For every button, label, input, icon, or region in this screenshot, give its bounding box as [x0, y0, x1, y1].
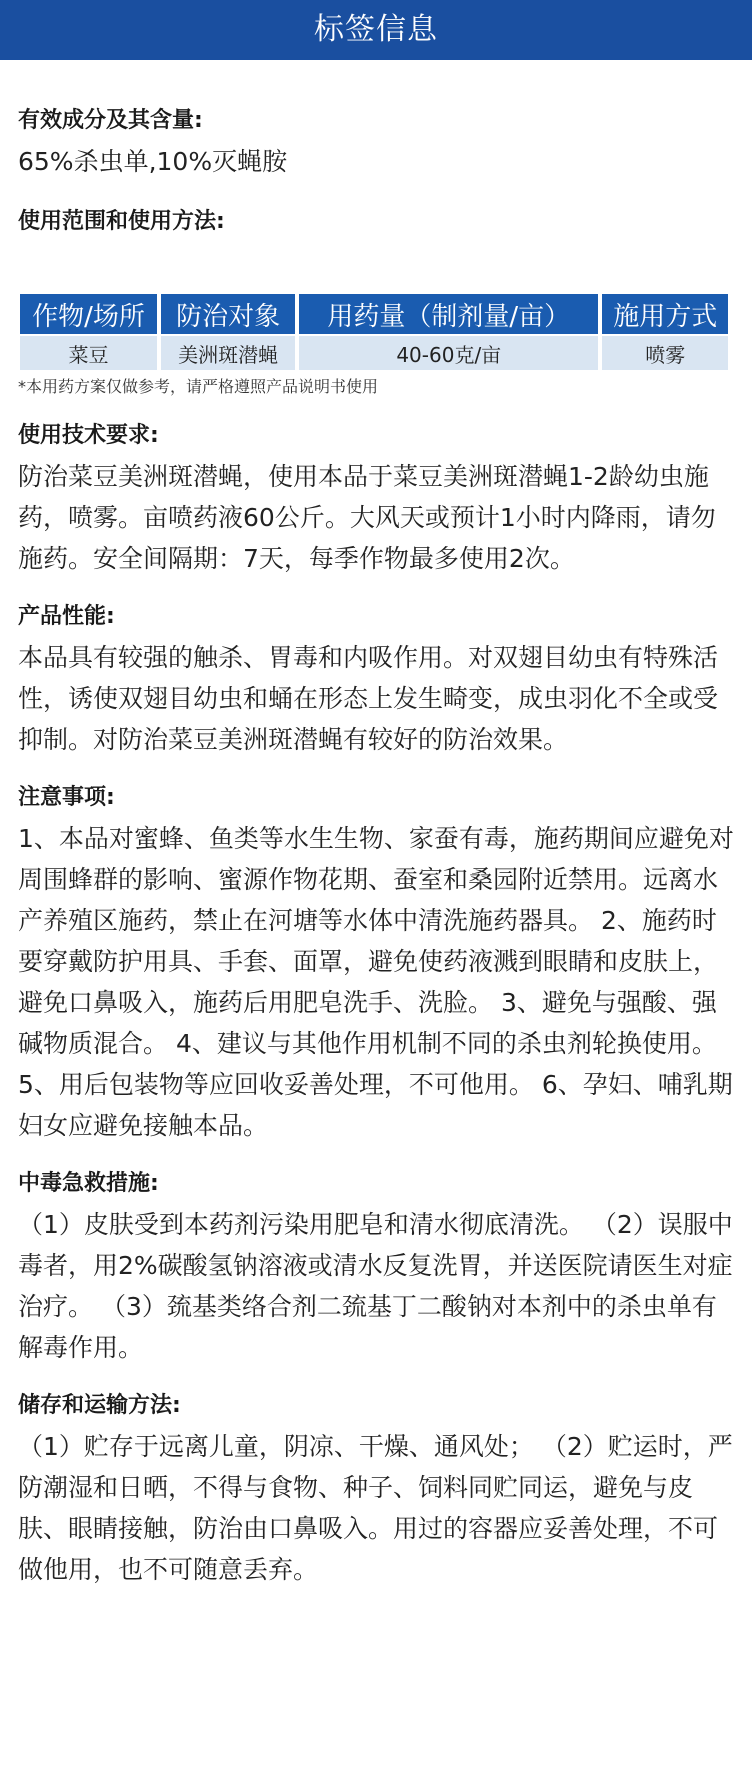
section-title-cautions: 注意事项: [18, 785, 115, 810]
section-title-ingredients: 有效成分及其含量: [18, 108, 203, 133]
column-header-method: 施用方式 [602, 294, 728, 334]
cell-dosage: 40-60克/亩 [299, 336, 598, 370]
column-header-crop: 作物/场所 [20, 294, 157, 334]
section-cautions [18, 760, 734, 1146]
section-first-aid [18, 1146, 734, 1368]
cell-crop: 菜豆 [20, 336, 157, 370]
cautions-text: 1、本品对蜜蜂、鱼类等水生生物、家蚕有毒，施药期间应避免对周围蜂群的影响、蜜源作物花期、蚕室和桑园附近禁用。远离水产养殖区施药，禁止在河塘等水体中清洗施药器具。 2、施药时要穿戴防护用具、手套、面罩，避免使药液溅到眼睛和皮肤上，避免口鼻吸入，施药后用肥皂洗手、洗脸。 3、避免与强酸、强碱物质混合。 4、建议与其他作用机制不同的杀虫剂轮换使用。 5、用后包装物等应回收妥善处理，不可他用。 6、孕妇、哺乳期妇女应避免接触本品。 [18, 824, 734, 1140]
ingredients-text: 65%杀虫单,10%灭蝇胺 [18, 147, 288, 176]
label-content [0, 60, 752, 1590]
section-ingredients [18, 60, 734, 182]
table-row [20, 336, 728, 370]
cell-method: 喷雾 [602, 336, 728, 370]
usage-disclaimer: *本用药方案仅做参考，请严格遵照产品说明书使用 [18, 377, 379, 396]
usage-table [16, 292, 732, 372]
page-header [0, 0, 752, 60]
section-usage [18, 182, 734, 398]
section-title-performance: 产品性能: [18, 604, 115, 629]
section-storage [18, 1368, 734, 1590]
section-title-storage: 储存和运输方法: [18, 1393, 181, 1418]
technical-text: 防治菜豆美洲斑潜蝇，使用本品于菜豆美洲斑潜蝇1-2龄幼虫施药，喷雾。亩喷药液60公斤。大风天或预计1小时内降雨，请勿施药。安全间隔期：7天，每季作物最多使用2次。 [18, 462, 716, 573]
performance-text: 本品具有较强的触杀、胃毒和内吸作用。对双翅目幼虫有特殊活性，诱使双翅目幼虫和蛹在形态上发生畸变，成虫羽化不全或受抑制。对防治菜豆美洲斑潜蝇有较好的防治效果。 [18, 643, 719, 754]
section-title-technical: 使用技术要求: [18, 423, 159, 448]
section-title-usage: 使用范围和使用方法: [18, 209, 225, 234]
storage-text: （1）贮存于远离儿童，阴凉、干燥、通风处； （2）贮运时，严防潮湿和日晒，不得与食物、种子、饲料同贮同运，避免与皮肤、眼睛接触，防治由口鼻吸入。用过的容器应妥善处理，不可做他用，也不可随意丢弃。 [18, 1432, 733, 1584]
section-performance [18, 579, 734, 760]
usage-table-wrapper [20, 292, 736, 372]
first-aid-text: （1）皮肤受到本药剂污染用肥皂和清水彻底清洗。 （2）误服中毒者，用2%碳酸氢钠溶液或清水反复洗胃，并送医院请医生对症治疗。 （3）巯基类络合剂二巯基丁二酸钠对本剂中的杀虫单有解毒作用。 [18, 1210, 733, 1362]
column-header-target: 防治对象 [161, 294, 295, 334]
column-header-dosage: 用药量（制剂量/亩） [299, 294, 598, 334]
cell-target: 美洲斑潜蝇 [161, 336, 295, 370]
section-title-first-aid: 中毒急救措施: [18, 1171, 159, 1196]
table-header-row [20, 294, 728, 334]
section-technical [18, 398, 734, 579]
page-title: 标签信息 [314, 12, 438, 47]
